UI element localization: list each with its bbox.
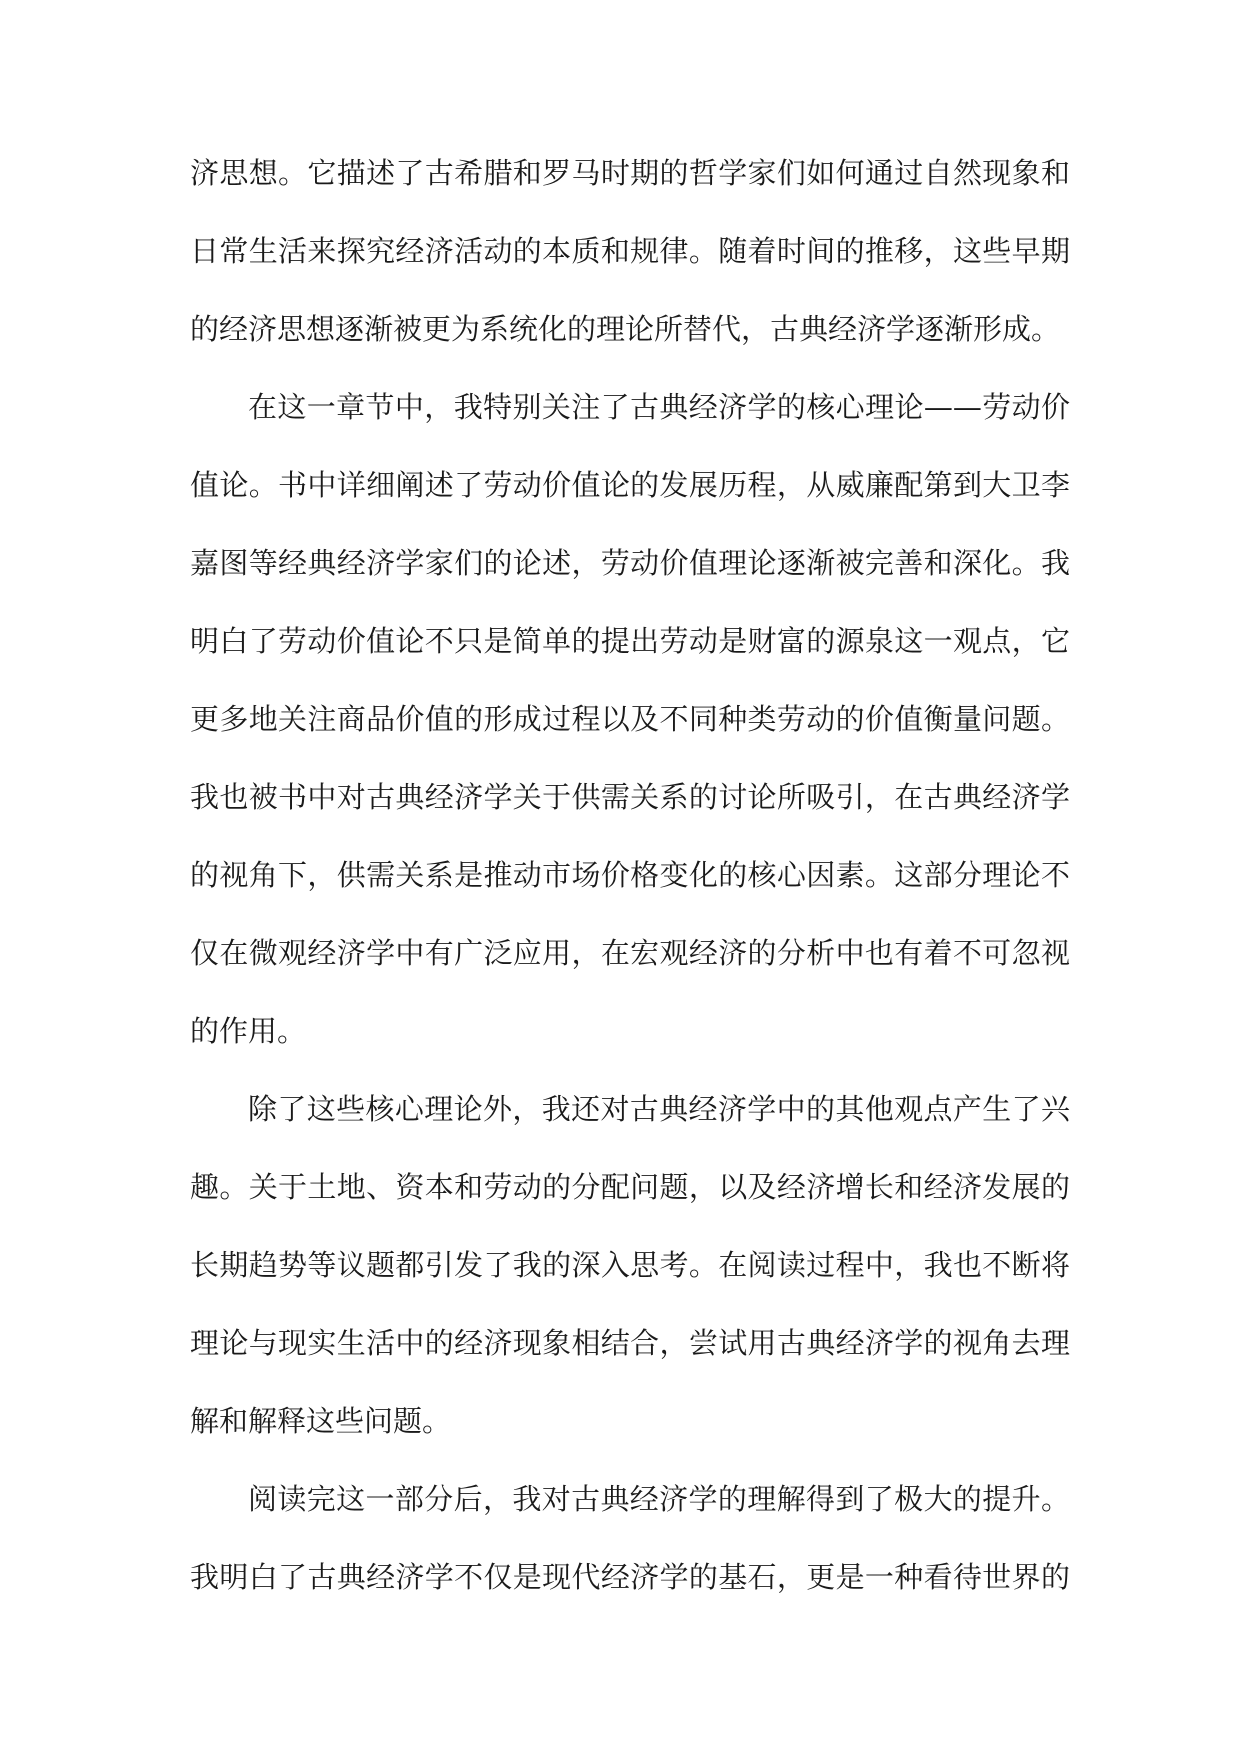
text-line: 明白了劳动价值论不只是简单的提出劳动是财富的源泉这一观点，它 — [190, 624, 1070, 658]
paragraph-2 — [190, 382, 1070, 1084]
text-line: 的经济思想逐渐被更为系统化的理论所替代，古典经济学逐渐形成。 — [190, 312, 1061, 346]
text-line: 我也被书中对古典经济学关于供需关系的讨论所吸引，在古典经济学 — [190, 780, 1070, 814]
text-line: 更多地关注商品价值的形成过程以及不同种类劳动的价值衡量问题。 — [190, 702, 1070, 736]
text-line: 长期趋势等议题都引发了我的深入思考。在阅读过程中，我也不断将 — [190, 1248, 1070, 1282]
body-text — [190, 148, 1070, 1630]
text-line: 嘉图等经典经济学家们的论述，劳动价值理论逐渐被完善和深化。我 — [190, 546, 1070, 580]
text-line: 日常生活来探究经济活动的本质和规律。随着时间的推移，这些早期 — [190, 234, 1070, 268]
paragraph-4 — [190, 1474, 1070, 1630]
text-line: 的作用。 — [190, 1014, 307, 1048]
text-line: 值论。书中详细阐述了劳动价值论的发展历程，从威廉配第到大卫李 — [190, 468, 1070, 502]
text-line: 济思想。它描述了古希腊和罗马时期的哲学家们如何通过自然现象和 — [190, 156, 1070, 190]
text-line: 理论与现实生活中的经济现象相结合，尝试用古典经济学的视角去理 — [190, 1326, 1070, 1360]
text-line: 解和解释这些问题。 — [190, 1404, 452, 1438]
text-line: 趣。关于土地、资本和劳动的分配问题，以及经济增长和经济发展的 — [190, 1170, 1070, 1204]
paragraph-3 — [190, 1084, 1070, 1474]
text-line: 仅在微观经济学中有广泛应用，在宏观经济的分析中也有着不可忽视 — [190, 936, 1070, 970]
text-line: 阅读完这一部分后，我对古典经济学的理解得到了极大的提升。 — [248, 1482, 1070, 1516]
text-line: 的视角下，供需关系是推动市场价格变化的核心因素。这部分理论不 — [190, 858, 1070, 892]
text-line: 我明白了古典经济学不仅是现代经济学的基石，更是一种看待世界的 — [190, 1560, 1070, 1594]
text-line: 在这一章节中，我特别关注了古典经济学的核心理论——劳动价 — [248, 390, 1070, 424]
text-line: 除了这些核心理论外，我还对古典经济学中的其他观点产生了兴 — [248, 1092, 1070, 1126]
paragraph-1 — [190, 148, 1070, 382]
